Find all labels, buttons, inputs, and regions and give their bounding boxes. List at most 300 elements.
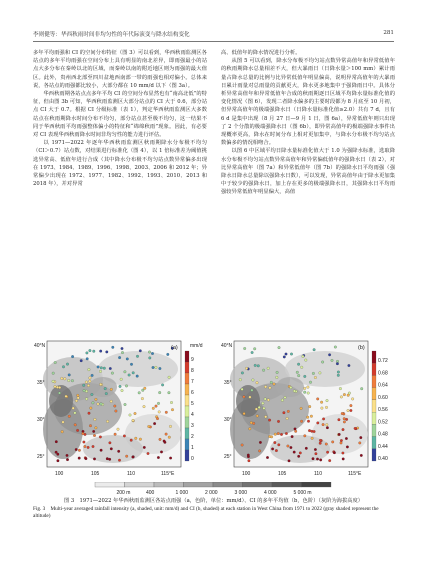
station-dot: [152, 407, 155, 410]
legend-tick: 6: [191, 390, 194, 396]
station-dot: [136, 355, 139, 358]
lon-label-100: 100: [55, 471, 64, 477]
station-dot: [342, 428, 345, 431]
station-dot: [89, 424, 92, 427]
station-dot: [276, 376, 279, 379]
station-dot: [143, 446, 146, 449]
terrain-patch: [49, 385, 73, 417]
station-dot: [360, 454, 363, 457]
station-dot: [129, 414, 132, 417]
legend-tick: 8: [191, 368, 194, 374]
station-dot: [158, 411, 161, 414]
station-dot: [277, 420, 280, 423]
station-dot: [342, 458, 345, 461]
legend-tick: 5: [191, 401, 194, 407]
station-dot: [130, 363, 133, 366]
station-dot: [147, 452, 150, 455]
station-dot: [117, 428, 120, 431]
station-dot: [54, 361, 57, 364]
station-dot: [83, 389, 86, 392]
station-dot: [269, 387, 272, 390]
station-dot: [274, 433, 277, 436]
legend-tick: 0.40: [378, 456, 388, 462]
station-dot: [97, 366, 100, 369]
legend-tick: 1: [191, 445, 194, 451]
station-dot: [300, 420, 303, 423]
station-dot: [339, 387, 342, 390]
station-dot: [241, 444, 244, 447]
station-dot: [65, 395, 68, 398]
station-dot: [134, 412, 137, 415]
station-dot: [89, 377, 92, 380]
legend-swatch: [372, 449, 376, 461]
panel-label-a: (a): [171, 345, 178, 351]
station-dot: [83, 441, 86, 444]
station-dot: [347, 394, 350, 397]
station-dot: [68, 374, 71, 377]
station-dot: [151, 352, 154, 355]
altitude-cell: [213, 482, 243, 487]
station-dot: [326, 451, 329, 454]
station-dot: [266, 456, 269, 459]
station-dot: [274, 441, 277, 444]
station-dot: [310, 415, 313, 418]
left-paragraph-3: 以 1971—2022 年逐年华西秋雨监测区秋雨期降水分布极不均匀（CI＞0.7）站点数，对结果进行标准化（图 4），以 1 倍标准差为阈值挑选异常高、低值年进行合成（其中降水分布极不均匀站点数异常偏多出现在 1973、1984、1989、1996、1998、2003、2006 和 2012 年；异常偏少出现在 1972、1977、1982、1992、1993、2010、2013 和 2018 年），并对异常: [33, 140, 207, 188]
altitude-cell: [302, 482, 332, 487]
caption-chinese: 图 3 1971—2022 年华西秋雨监测区各站点雨强（a，色阶，单位：mm/d）、CI 的多年平均值（b，色阶）（灰阶为海拔高度）: [64, 498, 363, 504]
station-dot: [135, 437, 138, 440]
legend-swatch: [372, 388, 376, 400]
legend-tick: 0.60: [378, 394, 388, 401]
station-dot: [278, 346, 281, 349]
station-dot: [300, 366, 303, 369]
station-dot: [345, 437, 348, 440]
station-dot: [304, 375, 307, 378]
station-dot: [264, 398, 267, 401]
station-dot: [114, 405, 117, 408]
station-dot: [342, 452, 345, 455]
station-dot: [319, 439, 322, 442]
station-dot: [158, 391, 161, 394]
color-legend-a: [185, 351, 194, 462]
station-dot: [294, 428, 297, 431]
station-dot: [271, 448, 274, 451]
panel-label-b: (b): [358, 345, 365, 351]
station-dot: [67, 379, 70, 382]
right-column: [221, 49, 395, 197]
station-dot: [302, 355, 305, 358]
station-dot: [167, 353, 170, 356]
station-dot: [100, 403, 103, 406]
station-dot: [126, 358, 129, 361]
station-dot: [293, 451, 296, 454]
station-dot: [328, 354, 331, 357]
station-dot: [360, 387, 363, 390]
station-dot: [148, 351, 151, 354]
station-dot: [297, 374, 300, 377]
lat-label-25: 25°: [224, 454, 232, 460]
station-dot: [253, 348, 256, 351]
station-dot: [132, 456, 135, 459]
altitude-cells: [95, 482, 331, 487]
lat-label-40: 40°N: [221, 343, 233, 349]
station-dot: [78, 449, 81, 452]
station-dot: [109, 367, 112, 370]
terrain-patch: [236, 385, 260, 417]
station-dot: [93, 458, 96, 461]
station-dot: [157, 402, 160, 405]
station-dot: [294, 430, 297, 433]
station-dot: [314, 376, 317, 379]
station-dot: [250, 421, 253, 424]
station-dot: [288, 460, 291, 463]
station-dot: [277, 432, 280, 435]
station-dot: [262, 402, 265, 405]
station-dot: [257, 365, 260, 368]
station-dot: [341, 412, 344, 415]
station-dot: [148, 425, 151, 428]
station-dot: [61, 430, 64, 433]
station-dot: [108, 458, 111, 461]
legend-swatch: [185, 439, 189, 450]
legend-tick: 7: [191, 379, 194, 385]
station-dot: [82, 384, 85, 387]
altitude-ticks: [117, 490, 312, 496]
altitude-cell: [154, 482, 184, 487]
station-dot: [309, 381, 312, 384]
station-dot: [303, 391, 306, 394]
station-dot: [82, 432, 85, 435]
station-dot: [92, 430, 95, 433]
station-dot: [114, 433, 117, 436]
altitude-colorbar-svg: [0, 482, 427, 496]
station-dot: [360, 436, 363, 439]
station-dot: [305, 447, 308, 450]
altitude-cell: [95, 482, 125, 487]
station-dot: [119, 385, 122, 388]
altitude-cell: [272, 482, 302, 487]
station-dot: [241, 372, 244, 375]
station-dot: [85, 381, 88, 384]
station-dot: [243, 347, 246, 350]
station-dot: [109, 442, 112, 445]
station-dot: [258, 406, 261, 409]
station-dot: [297, 363, 300, 366]
legend-swatch: [185, 351, 189, 362]
station-dot: [121, 347, 124, 350]
station-dot: [57, 459, 60, 462]
legend-tick: 0.48: [378, 431, 388, 438]
station-dot: [249, 428, 252, 431]
station-dot: [316, 458, 319, 461]
station-dot: [159, 438, 162, 441]
altitude-cell: [243, 482, 273, 487]
station-dot: [97, 403, 100, 406]
station-dot: [170, 401, 173, 404]
station-dot: [303, 387, 306, 390]
left-paragraph-1: 多年平均雨强和 CI 的空间分布特征（图 3）可以看到，华西秋雨监测区各站点的多年平均雨强在空间分布上具有明显的南北差异，即雨强最小的站点大多分布在秦岭以北的区域，而秦岭以南的附近地区则为雨强的最大值区。此外，贵州西北部至四川盆地西南部一带的雨强也相对偏小。总体来说，各站点的雨强都比较小，大部分都在 10 mm/d 以下（图 3a）。: [33, 50, 207, 89]
header-rule: [33, 41, 394, 42]
station-dot: [264, 386, 267, 389]
station-dot: [104, 387, 107, 390]
station-dot: [168, 436, 171, 439]
lat-label-25: 25°: [37, 454, 45, 460]
station-dot: [314, 448, 317, 451]
station-dot: [95, 427, 98, 430]
figure-3: [33, 339, 394, 479]
station-dot: [106, 351, 109, 354]
station-dot: [293, 390, 296, 393]
station-dot: [62, 366, 65, 369]
terrain-patch: [83, 435, 143, 463]
lon-label-110: 110: [314, 471, 322, 477]
altitude-tick: 2 000: [205, 490, 218, 496]
station-dot: [99, 436, 102, 439]
legend-swatch: [185, 362, 189, 373]
station-dot: [287, 445, 290, 448]
station-dot: [285, 432, 288, 435]
legend-tick: 3: [191, 423, 194, 429]
station-dot: [76, 429, 79, 432]
station-dot: [163, 440, 166, 443]
station-dot: [68, 415, 71, 418]
station-dot: [281, 399, 284, 402]
lat-label-30: 30°: [37, 417, 45, 423]
station-dot: [75, 448, 78, 451]
station-dot: [278, 444, 281, 447]
station-dot: [110, 448, 113, 451]
station-dot: [248, 459, 251, 462]
legend-tick: 0.44: [378, 443, 388, 450]
legend-swatch: [372, 424, 376, 436]
station-dot: [52, 372, 55, 375]
station-dot: [249, 396, 252, 399]
station-dot: [99, 383, 102, 386]
station-dot: [297, 455, 300, 458]
station-dot: [117, 450, 120, 453]
station-dot: [291, 435, 294, 438]
station-dot: [276, 371, 279, 374]
lat-label-35: 35°: [37, 380, 45, 386]
lon-label-115: 115°E: [348, 471, 362, 477]
right-paragraph-3: 以图 6 中区域平均日降水量标准化值大于 1.0 为强降水标准，选取降水分布极不均匀站点数异常高值年和异常偏低值年的强降水日（表 2），对比异常高值年（图 7a）和异常低值年（图 7b）的强降水日平均雨强（强降水日降水总量除以强降水日数），可以发现，异常高值年由于降水更加集中于较少的强降水日，加上存在更多的极端强降水日，其强降水日平均雨强较异常低值年明显偏大，高值: [221, 148, 395, 196]
legend-swatch: [185, 395, 189, 406]
station-dot: [90, 407, 93, 410]
station-dot: [88, 412, 91, 415]
station-dot: [52, 380, 55, 383]
station-dot: [92, 402, 95, 405]
station-dot: [306, 416, 309, 419]
station-dot: [326, 399, 329, 402]
station-dot: [157, 456, 160, 459]
legend-tick: 2: [191, 434, 194, 440]
station-dot: [95, 398, 98, 401]
color-legend-b: [372, 351, 388, 462]
station-dot: [312, 457, 315, 460]
station-dot: [169, 457, 172, 460]
station-dot: [247, 455, 250, 458]
station-dot: [91, 374, 94, 377]
station-dot: [304, 435, 307, 438]
station-dot: [313, 430, 316, 433]
altitude-colorbar: [0, 481, 427, 495]
lon-label-110: 110: [127, 471, 135, 477]
legend-tick: 9: [191, 357, 194, 363]
station-dot: [325, 406, 328, 409]
station-dot: [296, 371, 299, 374]
station-dot: [284, 396, 287, 399]
station-dot: [88, 368, 91, 371]
legend-swatch: [185, 373, 189, 384]
station-dot: [333, 451, 336, 454]
station-dot: [331, 441, 334, 444]
station-dot: [71, 355, 74, 358]
station-dot: [89, 380, 92, 383]
station-dot: [171, 408, 174, 411]
station-dot: [159, 367, 162, 370]
station-dot: [319, 442, 322, 445]
lon-label-115: 115°E: [161, 471, 175, 477]
station-dot: [326, 426, 329, 429]
station-dot: [66, 458, 69, 461]
station-dot: [280, 433, 283, 436]
station-dot: [106, 457, 109, 460]
altitude-tick: 4 000: [264, 490, 277, 496]
map-panel-b: [220, 339, 394, 479]
running-title: 李则健等：华西秋雨时间非均匀性的年代际演变与降水结构变化: [33, 32, 190, 38]
legend-tick: 0.56: [378, 407, 388, 414]
station-dot: [326, 423, 329, 426]
station-dot: [340, 396, 343, 399]
station-dot: [77, 397, 80, 400]
station-dot: [256, 415, 259, 418]
station-dot: [270, 381, 273, 384]
station-dot: [78, 457, 81, 460]
station-dot: [118, 459, 121, 462]
station-dot: [251, 351, 254, 354]
station-dot: [322, 423, 325, 426]
station-dot: [105, 392, 108, 395]
station-dot: [312, 372, 315, 375]
station-dot: [139, 438, 142, 441]
station-dot: [287, 410, 290, 413]
altitude-cell: [184, 482, 214, 487]
station-dot: [343, 393, 346, 396]
station-dot: [100, 367, 103, 370]
station-dot: [283, 356, 286, 359]
legend-tick: 4: [191, 412, 194, 418]
lon-label-105: 105: [278, 471, 287, 477]
station-dot: [275, 449, 278, 452]
station-dot: [300, 407, 303, 410]
altitude-tick: 1 000: [175, 490, 189, 496]
station-dot: [350, 409, 353, 412]
altitude-tick: 3 000: [234, 490, 248, 496]
legend-swatch: [185, 450, 189, 461]
station-dot: [252, 379, 255, 382]
station-dot: [273, 383, 276, 386]
station-dot: [268, 435, 271, 438]
station-dot: [340, 442, 343, 445]
station-dot: [139, 350, 142, 353]
legend-swatch: [185, 406, 189, 417]
station-dot: [311, 437, 314, 440]
station-dot: [251, 389, 254, 392]
station-dot: [160, 451, 163, 454]
station-dot: [125, 455, 128, 458]
station-dot: [94, 418, 97, 421]
station-dot: [347, 409, 350, 412]
right-paragraph-1: 高、低值年的降水情况进行分析。: [221, 50, 301, 56]
figure-caption: [33, 498, 394, 521]
legend-tick: 0.72: [378, 358, 388, 365]
station-dot: [115, 410, 118, 413]
station-dot: [125, 385, 128, 388]
station-dot: [325, 443, 328, 446]
station-dot: [120, 378, 123, 381]
lat-label-35: 35°: [224, 380, 232, 386]
station-dot: [132, 372, 135, 375]
station-dot: [319, 459, 322, 462]
station-dot: [299, 452, 302, 455]
station-dot: [346, 446, 349, 449]
station-dot: [75, 400, 78, 403]
station-dot: [321, 407, 324, 410]
station-dot: [350, 404, 353, 407]
legend-swatch: [372, 363, 376, 375]
station-dot: [262, 369, 265, 372]
legend-swatch: [372, 351, 376, 363]
station-dot: [64, 378, 67, 381]
station-dot: [259, 441, 262, 444]
station-dot: [124, 403, 127, 406]
station-dot: [118, 356, 121, 359]
left-column: [33, 49, 207, 188]
station-dot: [91, 393, 94, 396]
legend-swatch: [372, 375, 376, 387]
station-dot: [255, 408, 258, 411]
station-dot: [141, 397, 144, 400]
station-dot: [245, 367, 248, 370]
lon-label-100: 100: [242, 471, 251, 477]
station-dot: [165, 411, 168, 414]
station-dot: [337, 374, 340, 377]
legend-tick: 0.64: [378, 382, 388, 389]
station-dot: [74, 412, 77, 415]
legend-swatch: [372, 437, 376, 449]
station-dot: [254, 364, 257, 367]
station-dot: [285, 353, 288, 356]
station-dot: [286, 417, 289, 420]
left-paragraph-2: 华西秋雨期各站点点多年平均 CI 的空间分布显然也有“南高北低”的特征，但由图 3b 可知，华西秋雨监测区大部分站点的 CI 大于 0.6，部分站点 CI 大于 0.7。根据 CI 分级标准（表 1），判定华西秋雨监测区大多数站点在秋雨期降水时间分布不均匀，部分站点甚至极不均匀，这一结果不同于华西秋雨平均雨强整体偏小的特征和“绵绵秋雨”现象。因此，有必要对 CI 表现华西秋雨降水时间非均匀性的能力进行评估。: [33, 91, 207, 139]
station-dot: [263, 407, 266, 410]
station-dot: [348, 364, 351, 367]
station-dot: [168, 376, 171, 379]
station-dot: [290, 386, 293, 389]
caption-english: Fig. 3 Multi-year averaged rainfall intensity (a, shaded, unit: mm/d) and CI (b, shaded) at each station in West China from 1971 to 2022 (gray shaded represent the altitude): [33, 505, 379, 520]
altitude-cell: [125, 482, 155, 487]
station-dot: [337, 371, 340, 374]
station-dot: [305, 359, 308, 362]
station-dot: [130, 439, 133, 442]
station-dot: [320, 401, 323, 404]
station-dot: [80, 359, 83, 362]
station-dot: [62, 421, 65, 424]
legend-tick: 0.68: [378, 370, 388, 377]
station-dot: [322, 418, 325, 421]
station-dot: [156, 417, 159, 420]
station-dot: [56, 386, 59, 389]
